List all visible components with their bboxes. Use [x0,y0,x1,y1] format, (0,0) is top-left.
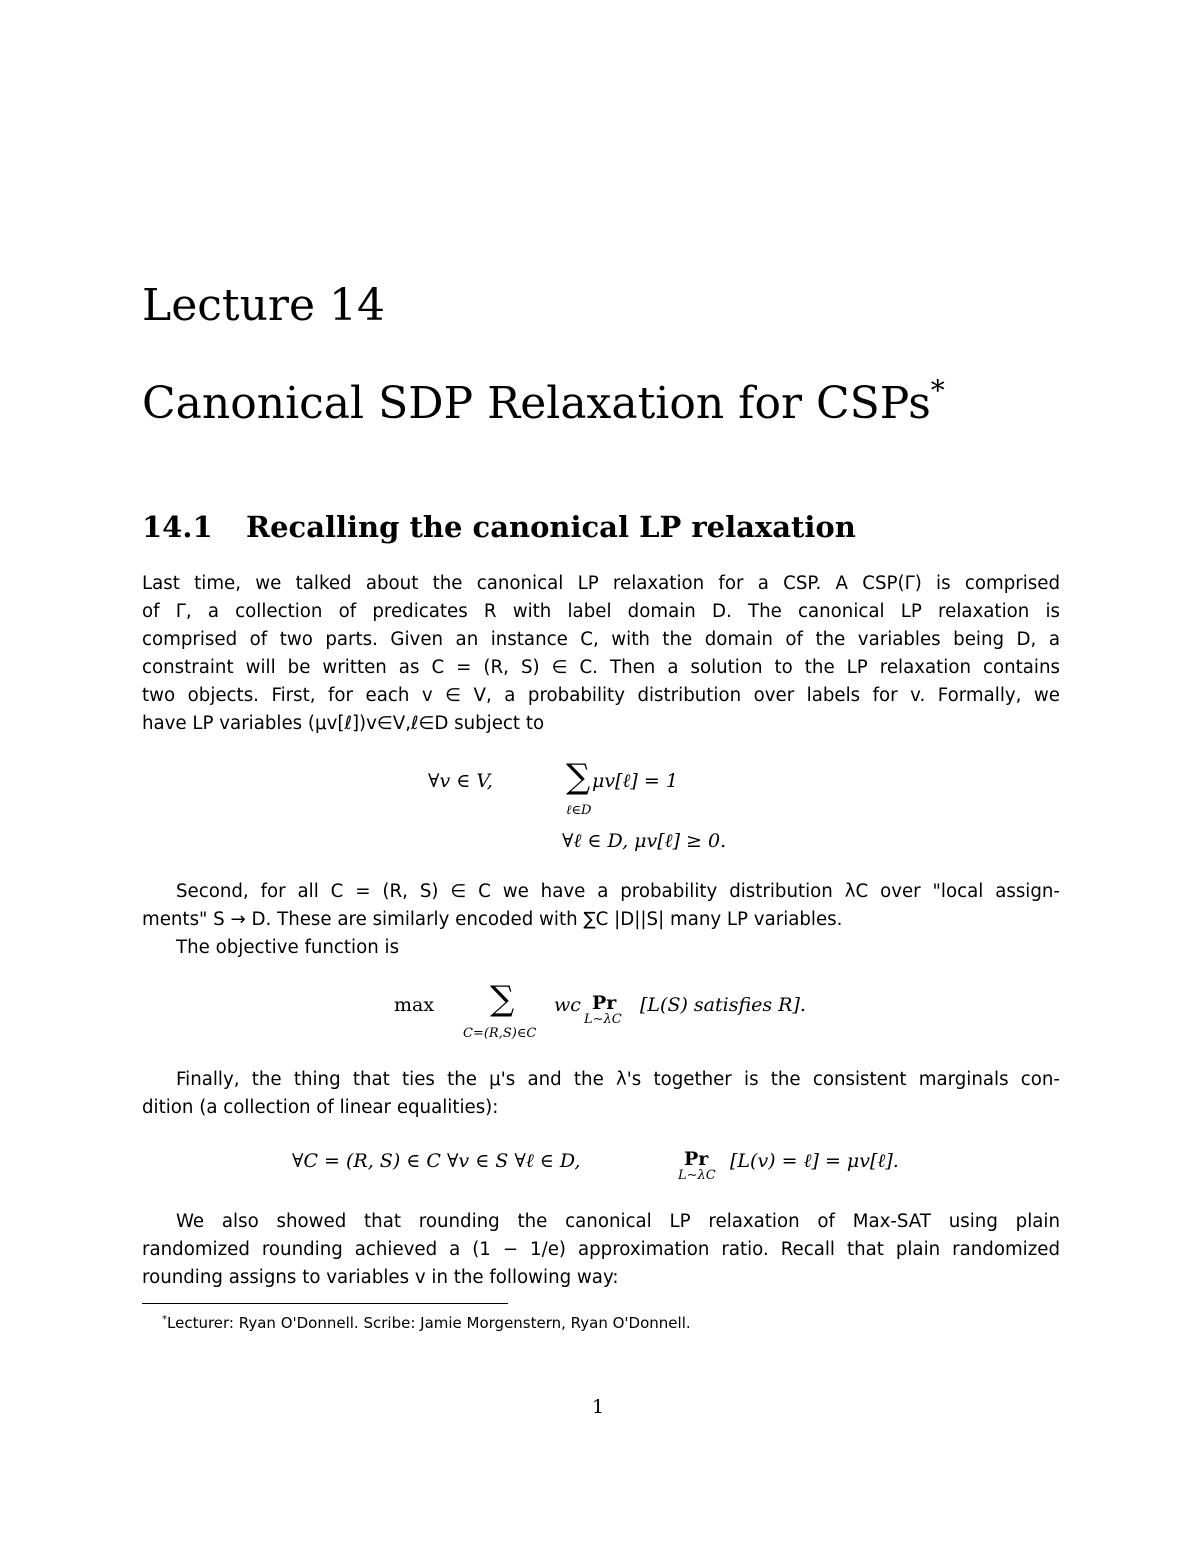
eq3-body: [L(v) = ℓ] = μv[ℓ]. [730,1150,899,1172]
para2-line: ments" S → D. These are similarly encoded with ∑C |D||S| many LP variables. [142,909,843,930]
footnote-marker: * [162,1314,167,1325]
eq1-sum-sign: ∑ [566,757,591,797]
eq2-sum-index: C=(R,S)∈C [463,1026,537,1041]
eq3-pr: Pr [684,1148,709,1170]
para1-line: comprised of two parts. Given an instance C, with the domain of the variables being D, a [142,629,1060,650]
para1-line: have LP variables (μv[ℓ])v∈V,ℓ∈D subject to [142,713,545,734]
document-title [142,374,945,434]
eq1-lhs: ∀v ∈ V, [428,770,493,792]
eq1-sum-index: ℓ∈D [566,803,592,818]
eq2-body: [L(S) satisfies R]. [640,994,806,1016]
para4-line: randomized rounding achieved a (1 − 1/e) approximation ratio. Recall that plain randomized [142,1239,1060,1260]
lecture-label: Lecture 14 [142,280,385,331]
eq2-pr: Pr [592,992,617,1014]
eq2-weight: wc [554,994,581,1016]
title-text: Canonical SDP Relaxation for CSPs [142,378,931,429]
para3-line: dition (a collection of linear equalities): [142,1097,499,1118]
eq2-pr-index: L∼λC [584,1012,622,1027]
para3-line: Finally, the thing that ties the μ's and the λ's together is the consistent marginals con- [176,1069,1060,1090]
footnote [162,1312,691,1337]
page-number: 1 [592,1396,605,1418]
para1-line: two objects. First, for each v ∈ V, a probability distribution over labels for v. Formally, we [142,685,1060,706]
section-title: Recalling the canonical LP relaxation [246,510,856,544]
para2-line: Second, for all C = (R, S) ∈ C we have a probability distribution λC over "local assign- [176,881,1060,902]
para1-line: of Γ, a collection of predicates R with label domain D. The canonical LP relaxation is [142,601,1060,622]
eq2-sum-sign: ∑ [490,979,515,1019]
eq3-lhs: ∀C = (R, S) ∈ C ∀v ∈ S ∀ℓ ∈ D, [292,1150,581,1172]
para2-line: The objective function is [176,937,400,958]
eq1-line2: ∀ℓ ∈ D, μv[ℓ] ≥ 0. [562,830,727,852]
para1-line: Last time, we talked about the canonical LP relaxation for a CSP. A CSP(Γ) is comprised [142,573,1060,594]
section-heading [142,507,856,547]
title-footnote-marker: * [930,374,945,407]
para4-line: rounding assigns to variables v in the following way: [142,1267,619,1288]
footnote-rule [142,1303,508,1304]
section-number: 14.1 [142,510,213,544]
para4-line: We also showed that rounding the canonical LP relaxation of Max-SAT using plain [176,1211,1060,1232]
eq2-max: max [394,994,435,1016]
eq3-pr-index: L∼λC [678,1168,716,1183]
para1-line: constraint will be written as C = (R, S) ∈ C. Then a solution to the LP relaxation contains [142,657,1060,678]
eq1-rhs: μv[ℓ] = 1 [592,770,678,792]
footnote-text: Lecturer: Ryan O'Donnell. Scribe: Jamie Morgenstern, Ryan O'Donnell. [167,1314,691,1332]
